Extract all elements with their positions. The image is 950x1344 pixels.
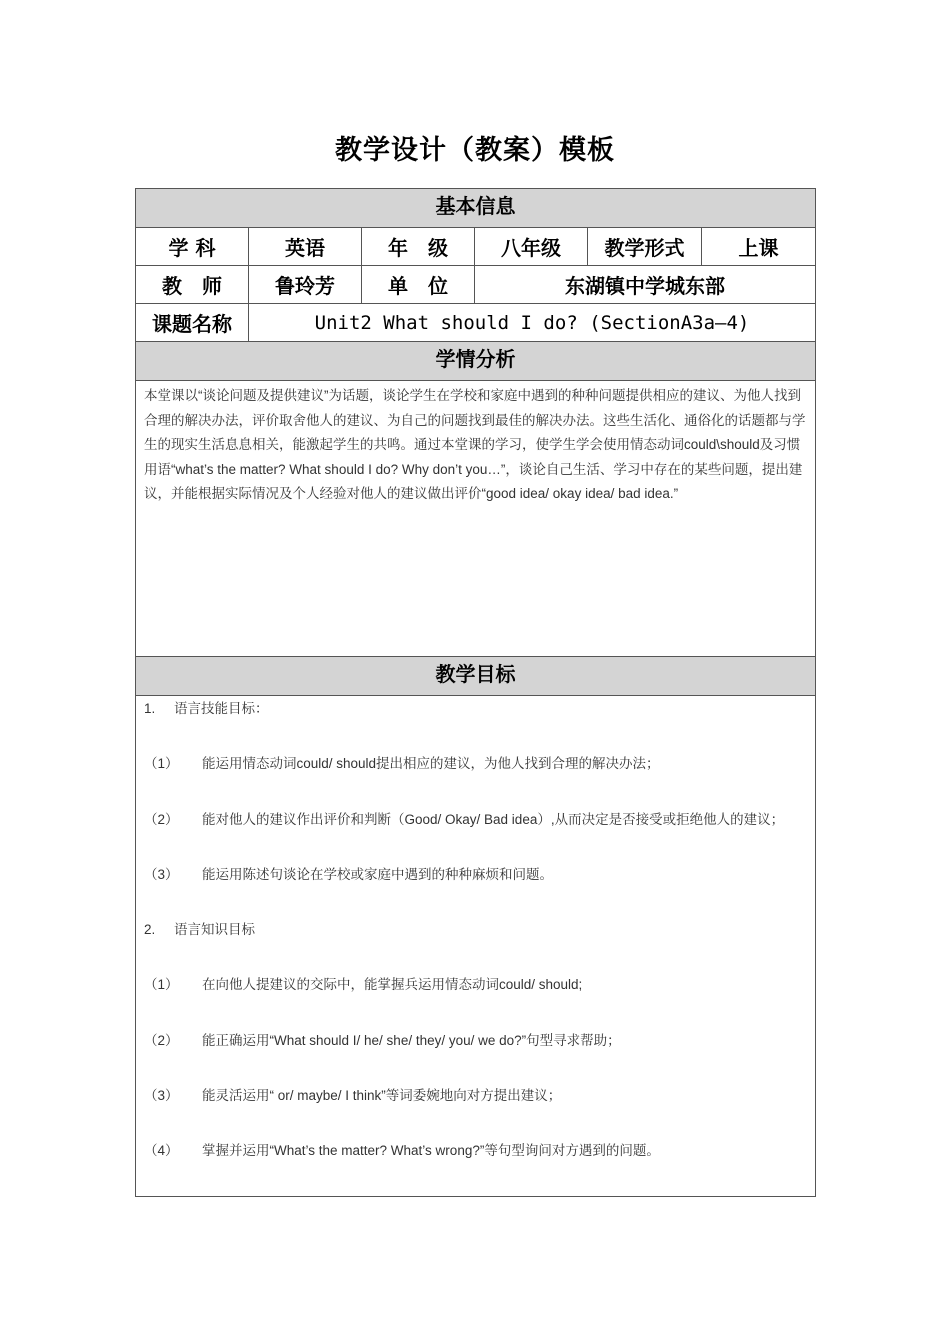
subject-value: 英语 [249, 228, 362, 266]
objective-item: 1. 语言技能目标： [144, 701, 269, 716]
analysis-text: 本堂课以“谈论问题及提供建议”为话题，谈论学生在学校和家庭中遇到的种种问题提供相应的建议、为他人找到合理的解决办法，评价取舍他人的建议、为自己的问题找到最佳的解决办法。这些生活化、通俗化的话题都与学生的现实生活息息相关，能激起学生的共鸣。通过本堂课的学习，使学生学会使用情态动词could\should及习惯用语“what’s the matter? What should I do? Why don’t you…”，谈论自己生活、学习中存在的某些问题，提出建议，并能根据实际情况及个人经验对他人的建议做出评价“good idea/ okay idea/ bad idea.” [136, 381, 816, 657]
form-label: 教学形式 [588, 228, 702, 266]
subject-label: 学 科 [136, 228, 249, 266]
grade-label: 年 级 [362, 228, 475, 266]
objective-item: （2） 能正确运用“What should I/ he/ she/ they/ you/ we do?”句型寻求帮助； [144, 1032, 621, 1048]
topic-label: 课题名称 [136, 304, 249, 342]
objective-item: （1） 能运用情态动词could/ should提出相应的建议，为他人找到合理的解决办法； [144, 756, 660, 772]
teacher-value: 鲁玲芳 [249, 266, 362, 304]
teacher-label: 教 师 [136, 266, 249, 304]
objectives-list [136, 696, 816, 1197]
unit-value: 东湖镇中学城东部 [475, 266, 816, 304]
topic-value: Unit2 What should I do? (SectionA3a—4) [249, 304, 816, 342]
objective-item: （3） 能运用陈述句谈论在学校或家庭中遇到的种种麻烦和问题。 [144, 866, 553, 882]
objective-item: （1） 在向他人提建议的交际中，能掌握兵运用情态动词could/ should; [144, 977, 583, 993]
analysis-heading: 学情分析 [136, 342, 816, 381]
form-value: 上课 [702, 228, 816, 266]
objective-item: （2） 能对他人的建议作出评价和判断（Good/ Okay/ Bad idea）,从而决定是否接受或拒绝他人的建议； [144, 811, 785, 827]
objectives-heading: 教学目标 [136, 657, 816, 696]
objective-item: （4） 掌握并运用“What’s the matter? What’s wrong?”等句型询问对方遇到的问题。 [144, 1143, 660, 1159]
unit-label: 单 位 [362, 266, 475, 304]
basic-info-heading: 基本信息 [136, 189, 816, 228]
objective-item: 2. 语言知识目标 [144, 922, 255, 938]
lesson-plan-table [135, 188, 816, 1197]
objective-item: （3） 能灵活运用“ or/ maybe/ I think”等词委婉地向对方提出建议； [144, 1088, 562, 1104]
grade-value: 八年级 [475, 228, 588, 266]
page-title: 教学设计（教案）模板 [335, 135, 615, 166]
